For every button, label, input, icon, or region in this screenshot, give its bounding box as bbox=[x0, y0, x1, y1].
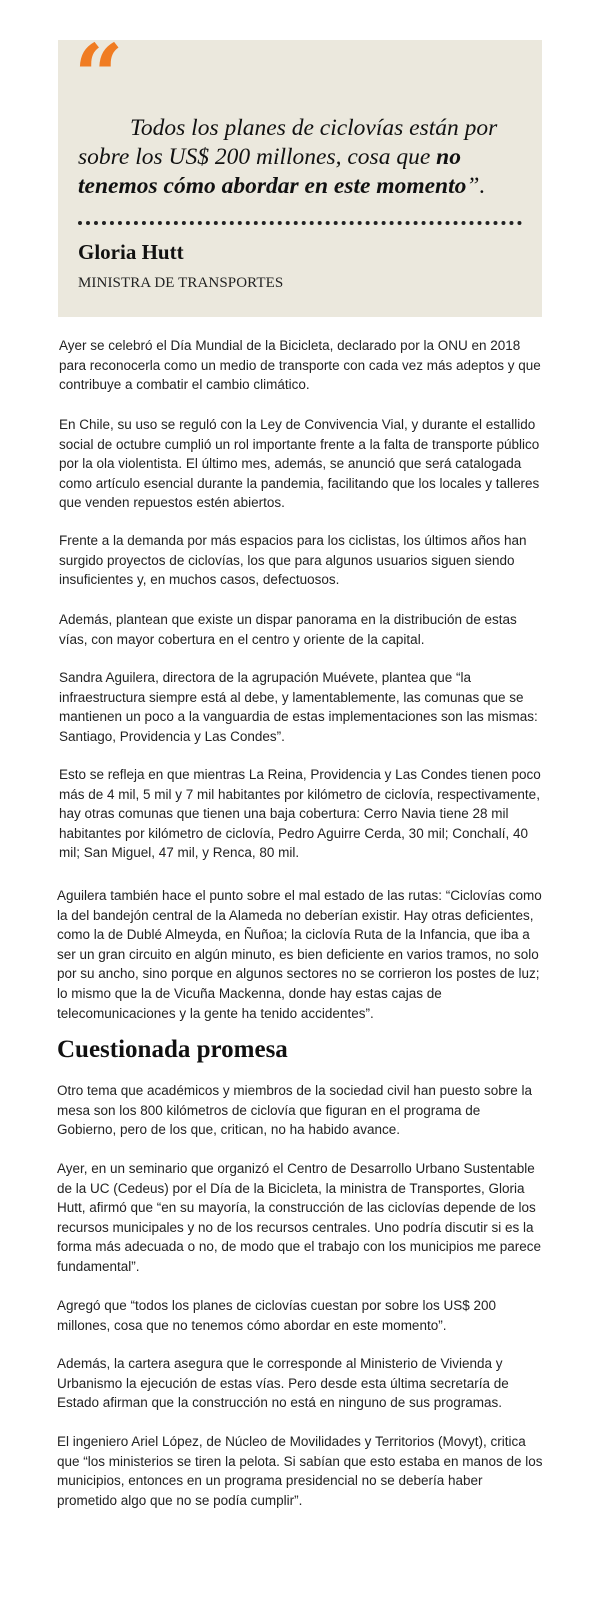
paragraph: Agregó que “todos los planes de ciclovías cuestan por sobre los US$ 200 millones, cosa que no tenemos cómo abordar en este momento”. bbox=[57, 1298, 497, 1333]
quote-text-regular: Todos los planes de ciclovías están por sobre los US$ 200 millones, cosa que bbox=[78, 115, 498, 170]
dotted-divider bbox=[78, 221, 522, 225]
paragraph: Además, la cartera asegura que le corresponde al Ministerio de Vivienda y Urbanismo la ejecución de estas vías. Pero desde esta última secretaría de Estado afirman que la construcción no está en ninguno de sus programas. bbox=[57, 1356, 509, 1411]
quote-text-bold: no tenemos cómo abordar en este momento bbox=[78, 144, 467, 199]
quote-author: Gloria Hutt bbox=[78, 240, 184, 264]
quote-author-role: MINISTRA DE TRANSPORTES bbox=[78, 275, 284, 291]
paragraph: Ayer, en un seminario que organizó el Centro de Desarrollo Urbano Sustentable de la UC (Cedeus) por el Día de la Bicicleta, la ministra de Transportes, Gloria Hutt, afirmó que “en su mayoría, la construcción de las ciclovías depende de los recursos municipales y no de los recursos centrales. Uno podría discutir si es la forma más adecuada o no, de modo que el trabajo con los municipios me parece fundamental”. bbox=[57, 1161, 542, 1274]
paragraph: En Chile, su uso se reguló con la Ley de Convivencia Vial, y durante el estallido social de octubre cumplió un rol importante frente a la falta de transporte público por la ola violentista. El último mes, además, se anunció que será catalogada como artículo esencial durante la pandemia, facilitando que los locales y talleres que venden repuestos estén abiertos. bbox=[59, 417, 540, 511]
paragraph: Esto se refleja en que mientras La Reina, Providencia y Las Condes tienen poco más de 4 mil, 5 mil y 7 mil habitantes por kilómetro de ciclovía, respectivamente, hay otras comunas que tienen una baja cobertura: Cerro Navia tiene 28 mil habitantes por kilómetro de ciclovía, Pedro Aguirre Cerda, 30 mil; Conchalí, 40 mil; San Miguel, 47 mil, y Renca, 80 mil. bbox=[59, 767, 541, 861]
pull-quote-box bbox=[58, 26, 542, 317]
paragraph: Frente a la demanda por más espacios para los ciclistas, los últimos años han surgido proyectos de ciclovías, los que para algunos usuarios siguen siendo insuficientes y, en muchos casos, defectuosos. bbox=[59, 533, 527, 588]
paragraph: Otro tema que académicos y miembros de la sociedad civil han puesto sobre la mesa son los 800 kilómetros de ciclovía que figuran en el programa de Gobierno, pero de los que, critican, no ha habido avance. bbox=[57, 1083, 532, 1138]
paragraph: El ingeniero Ariel López, de Núcleo de Movilidades y Territorios (Movyt), critica que “los ministerios se tiren la pelota. Si sabían que esto estaba en manos de los municipios, entonces en un programa presidencial no se debería haber prometido algo que no se podía cumplir”. bbox=[57, 1434, 543, 1508]
paragraph: Aguilera también hace el punto sobre el mal estado de las rutas: “Ciclovías como la del bandejón central de la Alameda no deberían existir. Hay otras deficientes, como la de Dublé Almeyda, en Ñuñoa; la ciclovía Ruta de la Infancia, que iba a ser un gran circuito en algún minuto, es bien deficiente en varios tramos, no solo por su ancho, sino porque en algunos sectores no se corrieron los postes de luz; lo mismo que la de Vicuña Mackenna, donde hay estas cajas de telecomunicaciones y la gente ha tenido accidentes”. bbox=[57, 888, 542, 1021]
paragraph: Sandra Aguilera, directora de la agrupación Muévete, plantea que “la infraestructura siempre está al debe, y lamentablemente, las comunas que se mantienen un poco a la vanguardia de estas implementaciones son las mismas: Santiago, Providencia y Las Condes”. bbox=[59, 670, 538, 744]
paragraph: Ayer se celebró el Día Mundial de la Bicicleta, declarado por la ONU en 2018 para reconocerla como un medio de transporte con cada vez más adeptos y que contribuye a combatir el cambio climático. bbox=[59, 338, 541, 393]
quote-text bbox=[78, 114, 528, 201]
paragraph: Además, plantean que existe un dispar panorama en la distribución de estas vías, con mayor cobertura en el centro y oriente de la capital. bbox=[59, 612, 517, 647]
section-heading: Cuestionada promesa bbox=[57, 1036, 288, 1063]
quote-text-end: ”. bbox=[466, 173, 486, 199]
quote-mark-icon: “ bbox=[74, 26, 124, 127]
